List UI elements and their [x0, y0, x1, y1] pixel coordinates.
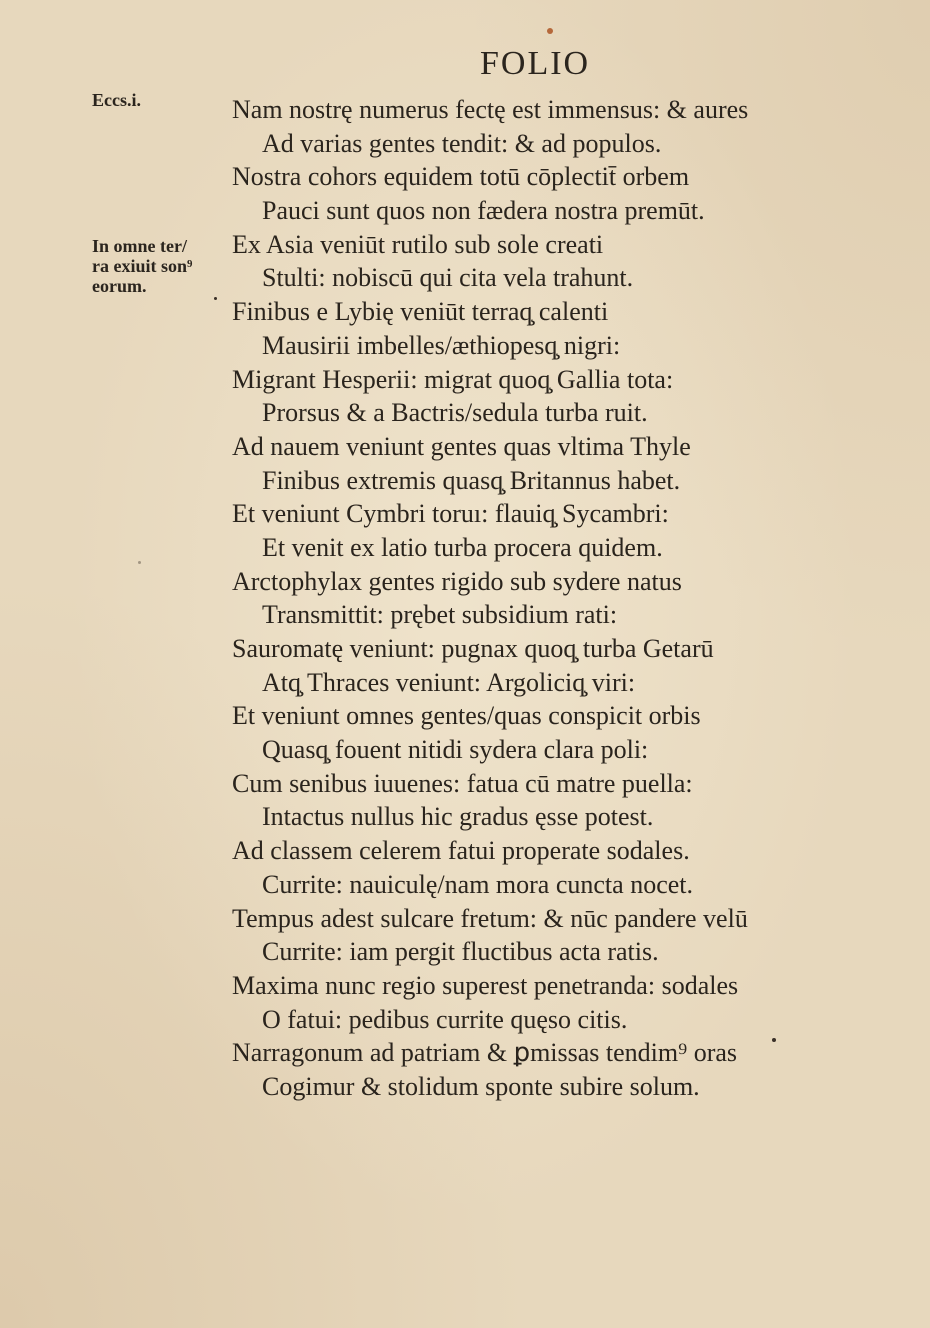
ink-fleck	[138, 561, 141, 564]
verse-line: Mausirii imbelles/æthiopesq̧ nigri:	[262, 330, 621, 360]
verse-line: Ad nauem veniunt gentes quas vltima Thyle	[232, 431, 691, 461]
verse-line: Currite: nauiculę/nam mora cuncta nocet.	[262, 869, 693, 899]
verse-line: Et veniunt Cymbri toruı: flauiq̧ Sycambri:	[232, 499, 669, 529]
verse-line: Intactus nullus hic gradus ęsse potest.	[262, 802, 654, 832]
ink-dot	[547, 28, 553, 34]
verse-line: Nam nostrę numerus fectę est immensus: & aures	[232, 95, 749, 124]
verse-line: Finibus extremis quasq̧ Britannus habet.	[262, 465, 681, 495]
verse-line: Stulti: nobiscū qui cita vela trahunt.	[262, 263, 634, 293]
verse-line: Cogimur & stolidum sponte subire solum.	[262, 1071, 700, 1101]
verse-line: Narragonum ad patriam & ꝑmissas tendim⁹ oras	[232, 1038, 738, 1068]
verse-line: Transmittit: prębet subsidium rati:	[262, 600, 618, 630]
verse-line: Ad varias gentes tendit: & ad populos.	[262, 128, 662, 158]
verse-line: Atq̧ Thraces veniunt: Argoliciq̧ viri:	[262, 667, 636, 697]
verse-line: Quasq̧ fouent nitidi sydera clara poli:	[262, 735, 649, 765]
margin-note-line: eorum.	[92, 276, 147, 296]
verse-line: Ex Asia veniūt rutilo sub sole creati	[232, 229, 604, 259]
verse-line: Tempus adest sulcare fretum: & nūc pandere velū	[232, 903, 748, 933]
verse-line: Migrant Hesperii: migrat quoq̧ Gallia tota:	[232, 364, 674, 394]
verse-line: Ad classem celerem fatui properate sodales.	[232, 836, 690, 866]
verse-line: Maxima nunc regio superest penetranda: sodales	[232, 970, 739, 1000]
verse-line: Currite: iam pergit fluctibus acta ratis.	[262, 937, 659, 967]
verse-line: Et venit ex latio turba procera quidem.	[262, 532, 663, 562]
folio-header: FOLIO	[480, 45, 591, 82]
ink-fleck	[772, 1038, 776, 1042]
margin-note-line: ra exiuit son⁹	[92, 256, 193, 276]
verse-line: Arctophylax gentes rigido sub sydere natus	[232, 566, 682, 596]
poem-text	[0, 93, 930, 1104]
margin-note-ecclesiastes: Eccs.i.	[92, 90, 141, 110]
verse-line: Nostra cohors equidem totū cōplectit̄ orbem	[232, 162, 690, 192]
ink-fleck	[214, 297, 217, 300]
verse-line: Et veniunt omnes gentes/quas conspicit orbis	[232, 701, 701, 731]
verse-line: O fatui: pedibus currite quęso citis.	[262, 1004, 628, 1034]
verse-line: Finibus e Lybię veniūt terraq̧ calenti	[232, 297, 609, 327]
verse-line: Prorsus & a Bactris/sedula turba ruit.	[262, 398, 648, 428]
verse-line: Pauci sunt quos non fædera nostra premūt.	[262, 196, 705, 226]
margin-note-line: In omne ter/	[92, 236, 187, 256]
verse-line: Cum senibus iuuenes: fatua cū matre puella:	[232, 768, 693, 798]
verse-line: Sauromatę veniunt: pugnax quoq̧ turba Getarū	[232, 634, 714, 663]
